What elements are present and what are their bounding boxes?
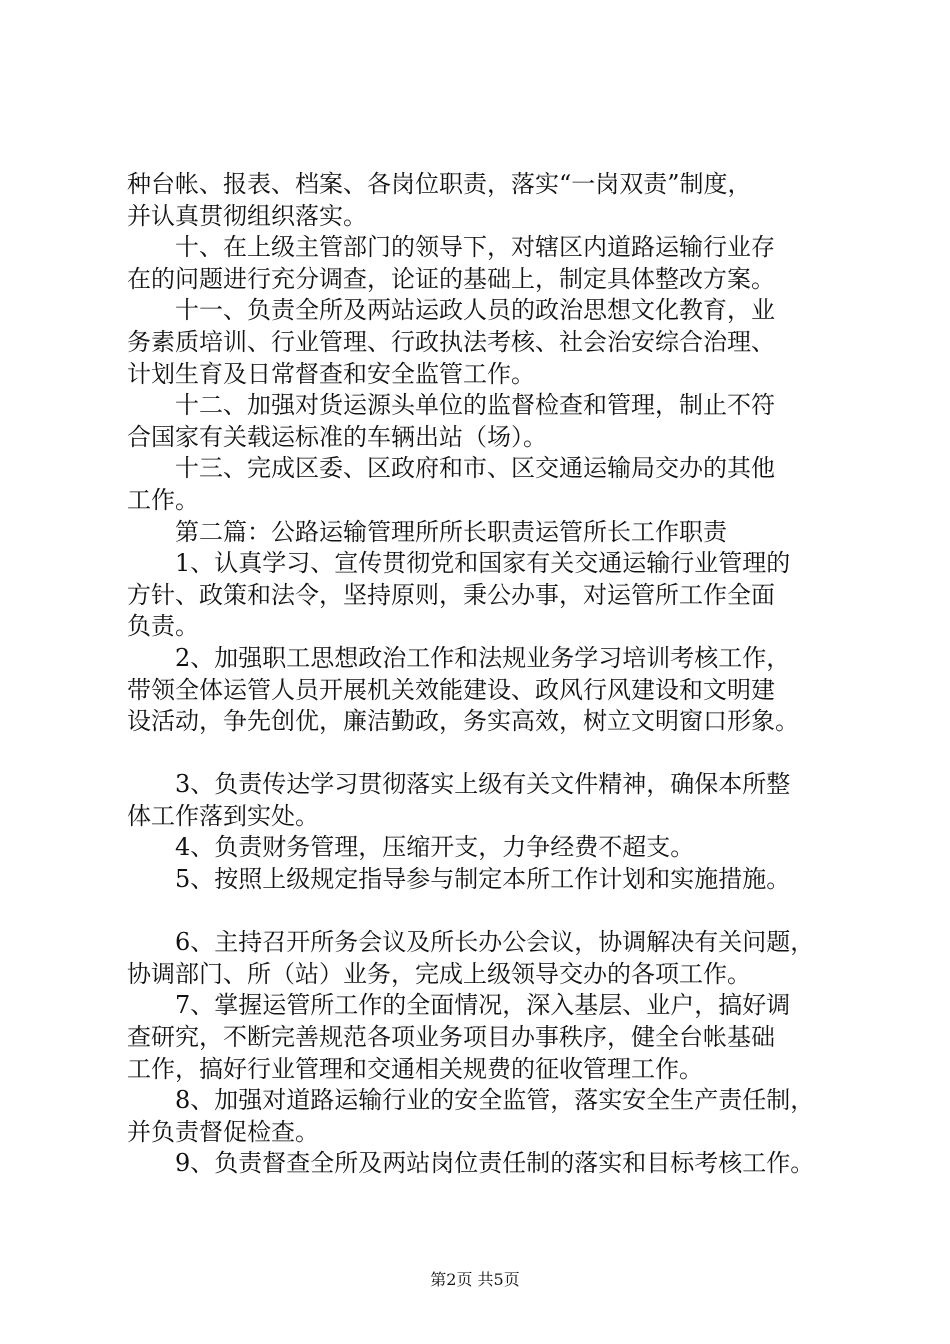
text-line: 6、主持召开所务会议及所长办公会议，协调解决有关问题， [127, 928, 815, 957]
text-line: 并负责督促检查。 [127, 1117, 319, 1146]
text-line: 4、负责财务管理，压缩开支，力争经费不超支。 [127, 833, 695, 862]
text-line: 9、负责督查全所及两站岗位责任制的落实和目标考核工作。 [127, 1149, 815, 1178]
text-line: 十、在上级主管部门的领导下，对辖区内道路运输行业存 [127, 233, 775, 262]
text-line: 种台帐、报表、档案、各岗位职责，落实“一岗双责”制度， [127, 170, 752, 198]
blank-line [127, 896, 847, 928]
text-line: 务素质培训、行业管理、行政执法考核、社会治安综合治理、 [127, 327, 775, 356]
text-line: 计划生育及日常督查和安全监管工作。 [127, 359, 535, 388]
text-line: 协调部门、所（站）业务，完成上级领导交办的各项工作。 [127, 959, 751, 988]
text-line: 工作。 [127, 485, 199, 514]
text-line: 2、加强职工思想政治工作和法规业务学习培训考核工作， [127, 643, 791, 672]
text-line: 并认真贯彻组织落实。 [127, 201, 367, 230]
text-line: 查研究，不断完善规范各项业务项目办事秩序，健全台帐基础 [127, 1023, 775, 1052]
page-number-indicator: 第2页 共5页 [430, 1270, 520, 1289]
text-line: 7、掌握运管所工作的全面情况，深入基层、业户，搞好调 [127, 991, 791, 1020]
text-line: 1、认真学习、宣传贯彻党和国家有关交通运输行业管理的 [127, 549, 791, 578]
page-footer [0, 1270, 950, 1290]
text-line: 8、加强对道路运输行业的安全监管，落实安全生产责任制， [127, 1086, 815, 1115]
blank-line [127, 738, 847, 770]
text-line: 设活动，争先创优，廉洁勤政，务实高效，树立文明窗口形象。 [127, 707, 799, 736]
text-line: 3、负责传达学习贯彻落实上级有关文件精神，确保本所整 [127, 770, 791, 799]
text-line: 合国家有关载运标准的车辆出站（场）。 [127, 422, 547, 451]
document-body [127, 169, 847, 1180]
text-line: 十一、负责全所及两站运政人员的政治思想文化教育，业 [127, 296, 775, 325]
text-line: 在的问题进行充分调查，论证的基础上，制定具体整改方案。 [127, 264, 775, 293]
text-line: 负责。 [127, 612, 199, 641]
text-line: 工作，搞好行业管理和交通相关规费的征收管理工作。 [127, 1054, 703, 1083]
section-heading: 第二篇：公路运输管理所所长职责运管所长工作职责 [127, 517, 727, 546]
text-line: 方针、政策和法令，坚持原则，秉公办事，对运管所工作全面 [127, 580, 775, 609]
text-line: 5、按照上级规定指导参与制定本所工作计划和实施措施。 [127, 865, 791, 894]
text-line: 带领全体运管人员开展机关效能建设、政风行风建设和文明建 [127, 675, 775, 704]
text-line: 十三、完成区委、区政府和市、区交通运输局交办的其他 [127, 454, 775, 483]
text-line: 十二、加强对货运源头单位的监督检查和管理，制止不符 [127, 391, 775, 420]
text-line: 体工作落到实处。 [127, 801, 319, 830]
